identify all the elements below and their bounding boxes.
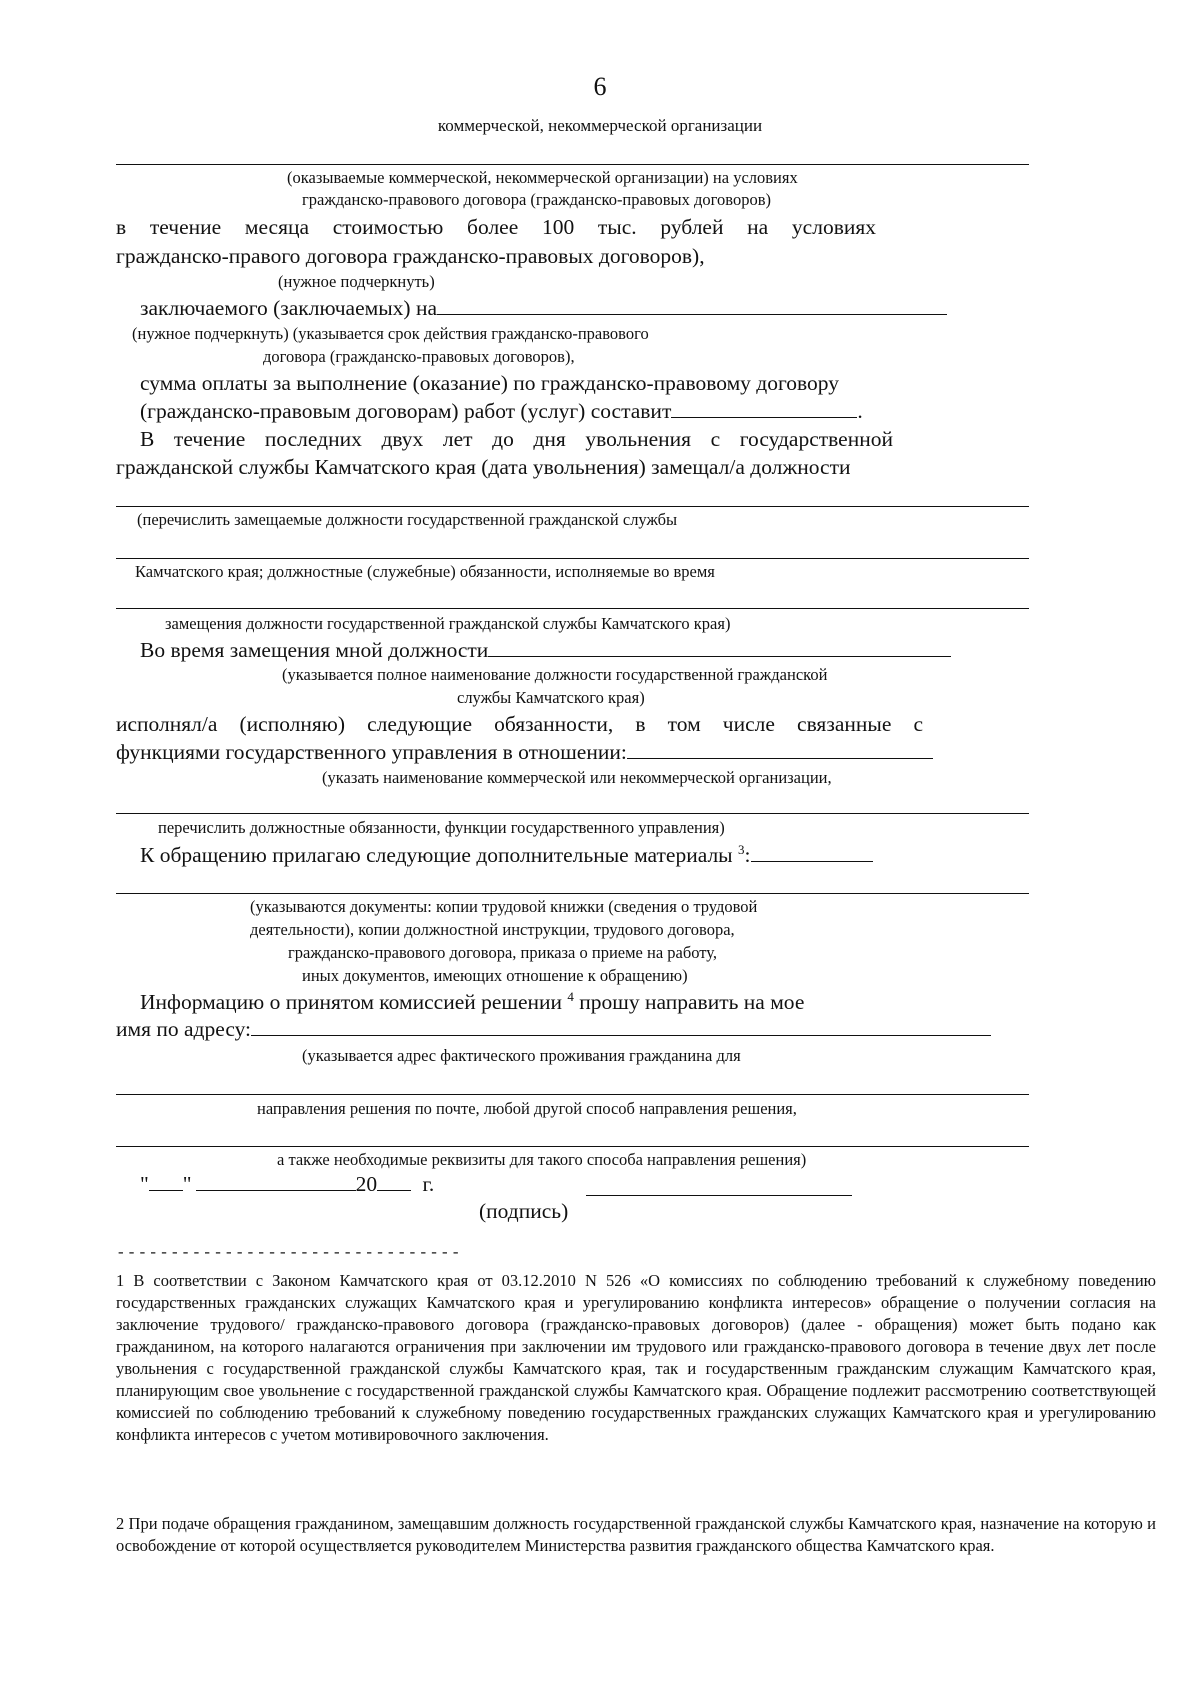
date-month-field[interactable]: [196, 1172, 356, 1191]
attach-colon: :: [744, 843, 751, 868]
signature-field[interactable]: [586, 1195, 852, 1196]
hint-text: гражданско-правового договора, приказа о приеме на работу,: [288, 943, 717, 962]
term-field[interactable]: [437, 296, 947, 315]
hint-text: деятельности), копии должностной инструкции, трудового договора,: [250, 920, 735, 939]
organization-field[interactable]: [627, 740, 933, 759]
hint-text: замещения должности государственной гражданской службы Камчатского края): [165, 614, 731, 633]
duties-row: [116, 740, 933, 765]
address-label: имя по адресу:: [116, 1017, 252, 1041]
body-line: гражданской службы Камчатского края (дата увольнения) замещал/а должности: [116, 455, 851, 479]
payment-end: .: [857, 399, 863, 423]
attach-row: [140, 842, 873, 868]
hint-text: иных документов, имеющих отношение к обращению): [302, 966, 688, 985]
date-year-suffix: г.: [422, 1172, 435, 1196]
payment-row: [140, 399, 863, 424]
info-row: [140, 989, 804, 1015]
concluded-label: заключаемого (заключаемых) на: [140, 296, 438, 320]
during-row: [140, 638, 951, 663]
body-line: гражданско-правого договора гражданско-правовых договоров),: [116, 244, 705, 268]
date-row: [140, 1172, 434, 1197]
hint-text: (оказываемые коммерческой, некоммерческой организации) на условиях: [287, 168, 798, 187]
duties-label: функциями государственного управления в отношении:: [116, 740, 627, 764]
body-line: в течение месяца стоимостью более 100 тыс. рублей на условиях: [116, 215, 876, 239]
hint-text: (нужное подчеркнуть): [278, 272, 435, 291]
info-label-end: прошу направить на мое: [579, 990, 805, 1015]
date-quote-open: ": [140, 1172, 149, 1196]
materials-field-line[interactable]: [116, 893, 1029, 894]
hint-text: (указывается адрес фактического проживания гражданина для: [302, 1046, 741, 1065]
hint-text: договора (гражданско-правовых договоров),: [263, 347, 575, 366]
address-field-line[interactable]: [116, 1094, 1029, 1095]
signature-label: (подпись): [479, 1199, 569, 1223]
during-label: Во время замещения мной должности: [140, 638, 489, 662]
position-name-field[interactable]: [488, 638, 951, 657]
duties-field-line[interactable]: [116, 813, 1029, 814]
address-field[interactable]: [251, 1017, 991, 1036]
hint-text: (нужное подчеркнуть) (указывается срок действия гражданско-правового: [132, 324, 649, 343]
body-line: сумма оплаты за выполнение (оказание) по гражданско-правовому договору: [140, 371, 839, 395]
footnote-2: 2 При подаче обращения гражданином, замещавшим должность государственной гражданской службы Камчатского края, назначение на которую и освобождение от которой осуществляется руководителем Министерства развития гражданского общества Камчатского края.: [116, 1514, 1156, 1555]
date-year-prefix: 20: [355, 1172, 378, 1196]
payment-amount-field[interactable]: [671, 399, 857, 418]
positions-field-line[interactable]: [116, 558, 1029, 559]
address-field-line[interactable]: [116, 1146, 1029, 1147]
body-line: исполнял/а (исполняю) следующие обязанности, в том числе связанные с: [116, 712, 923, 736]
hint-text: а также необходимые реквизиты для такого способа направления решения): [277, 1150, 807, 1169]
page-number: 6: [593, 72, 607, 101]
footnote-1: 1 В соответствии с Законом Камчатского края от 03.12.2010 N 526 «О комиссиях по соблюдению требований к служебному поведению государственных гражданских служащих Камчатского края и урегулированию конфликта интересов» обращение о получении согласия на заключение трудового/ гражданско-правового договора (гражданско-правовых договоров) (далее - обращения) может быть подано как гражданином, на которого налагаются ограничения при заключении им трудового или гражданско-правового договора в течение двух лет после увольнения с государственной гражданской службы Камчатского края, так и государственным гражданским служащим Камчатского края, планирующим свое увольнение с государственной гражданской службы Камчатского края. Обращение подлежит рассмотрению соответствующей комиссией по соблюдению требований к служебному поведению государственных гражданских служащих Камчатского края и урегулированию конфликта интересов с учетом мотивировочного заключения.: [116, 1271, 1156, 1444]
hint-text: (указывается полное наименование должности государственной гражданской: [282, 665, 828, 684]
date-year-field[interactable]: [377, 1172, 411, 1191]
hint-text: (указываются документы: копии трудовой книжки (сведения о трудовой: [250, 897, 758, 916]
date-quote-close: ": [182, 1172, 192, 1196]
footnote-separator: --------------------------------: [116, 1244, 462, 1262]
date-day-field[interactable]: [149, 1172, 183, 1191]
hint-text: (перечислить замещаемые должности государственной гражданской службы: [137, 510, 678, 529]
hint-text: направления решения по почте, любой другой способ направления решения,: [257, 1099, 797, 1118]
address-row: [116, 1017, 991, 1042]
footnote-ref-3: 3: [738, 842, 745, 857]
positions-field-line[interactable]: [116, 608, 1029, 609]
hint-text: (указать наименование коммерческой или некоммерческой организации,: [322, 768, 832, 787]
footnote-ref-4: 4: [567, 989, 574, 1004]
body-line: В течение последних двух лет до дня увольнения с государственной: [140, 427, 893, 451]
divider-line: [116, 164, 1029, 165]
concluded-row: [140, 296, 947, 321]
payment-label: (гражданско-правовым договорам) работ (услуг) составит: [140, 399, 672, 423]
positions-field-line[interactable]: [116, 506, 1029, 507]
header-continuation: коммерческой, некоммерческой организации: [437, 116, 763, 135]
attach-label: К обращению прилагаю следующие дополнительные материалы: [140, 843, 733, 868]
hint-text: гражданско-правового договора (гражданско-правовых договоров): [302, 190, 771, 209]
hint-text: службы Камчатского края): [457, 688, 645, 707]
materials-field[interactable]: [751, 843, 873, 862]
hint-text: перечислить должностные обязанности, функции государственного управления): [158, 818, 725, 837]
hint-text: Камчатского края; должностные (служебные) обязанности, исполняемые во время: [135, 562, 715, 581]
info-label: Информацию о принятом комиссией решении: [140, 990, 563, 1015]
